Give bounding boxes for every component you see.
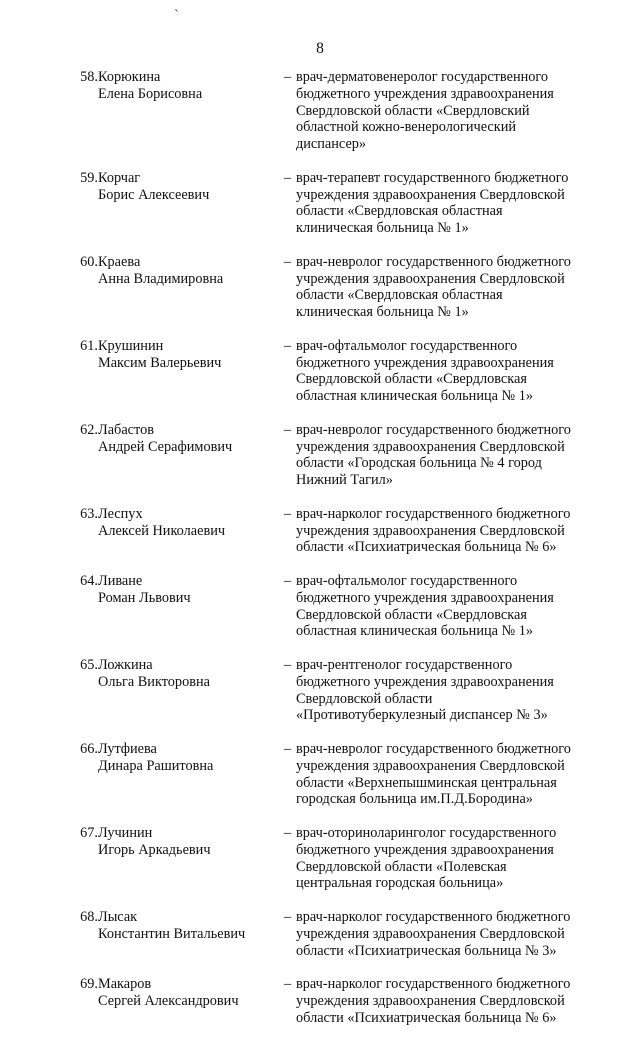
position-description-line: Свердловской области «Свердловская bbox=[296, 371, 527, 388]
list-item bbox=[0, 422, 640, 506]
entry-number: 63. bbox=[80, 505, 98, 522]
person-name bbox=[98, 976, 278, 1010]
list-item bbox=[0, 741, 640, 825]
position-description-line: врач-нарколог государственного бюджетного bbox=[296, 976, 571, 993]
position-description-line: врач-оториноларинголог государственного bbox=[296, 824, 557, 841]
entry-number: 61. bbox=[80, 337, 98, 354]
position-description bbox=[296, 254, 596, 321]
list-item bbox=[0, 170, 640, 254]
position-description-line: врач-дерматовенеролог государственного bbox=[296, 69, 549, 85]
list-item bbox=[0, 976, 640, 1043]
person-name-line: Лабастов bbox=[98, 421, 154, 438]
position-description-line: диспансер» bbox=[296, 136, 367, 153]
scan-mark: ` bbox=[174, 8, 179, 23]
position-description-line: Свердловской области «Свердловский bbox=[296, 102, 530, 119]
person-name-line: Ольга Викторовна bbox=[98, 673, 210, 690]
person-name bbox=[98, 170, 278, 204]
dash-separator: – bbox=[284, 656, 292, 673]
position-description-line: бюджетного учреждения здравоохранения bbox=[296, 589, 554, 606]
position-description-line: области «Городская больница № 4 город bbox=[296, 455, 542, 472]
dash-separator: – bbox=[284, 169, 292, 186]
position-description-line: Нижний Тагил» bbox=[296, 472, 393, 489]
position-description-line: центральная городская больница» bbox=[296, 875, 504, 892]
dash-separator: – bbox=[284, 824, 292, 841]
dash-separator: – bbox=[284, 69, 292, 85]
entry-number: 64. bbox=[80, 572, 98, 589]
position-description bbox=[296, 338, 596, 405]
position-description-line: врач-нарколог государственного бюджетного bbox=[296, 505, 571, 522]
entry-number: 65. bbox=[80, 656, 98, 673]
position-description-line: области «Психиатрическая больница № 3» bbox=[296, 942, 557, 959]
person-name bbox=[98, 254, 278, 288]
position-description-line: учреждения здравоохранения Свердловской bbox=[296, 522, 565, 539]
position-description bbox=[296, 506, 596, 556]
person-name bbox=[98, 825, 278, 859]
page-number: 8 bbox=[316, 40, 324, 57]
person-name bbox=[98, 422, 278, 456]
person-name bbox=[98, 506, 278, 540]
person-name-line: Константин Витальевич bbox=[98, 925, 246, 942]
position-description-line: области «Верхнепышминская центральная bbox=[296, 774, 557, 791]
entry-number: 58. bbox=[80, 69, 98, 85]
person-name bbox=[98, 573, 278, 607]
person-name-line: Лысак bbox=[98, 908, 138, 925]
person-name-line: Корюкина bbox=[98, 69, 161, 85]
person-name-line: Максим Валерьевич bbox=[98, 354, 222, 371]
position-description-line: учреждения здравоохранения Свердловской bbox=[296, 757, 565, 774]
person-name bbox=[98, 69, 278, 103]
person-name-line: Леспух bbox=[98, 505, 143, 522]
dash-separator: – bbox=[284, 976, 292, 993]
position-description-line: области «Психиатрическая больница № 6» bbox=[296, 1009, 557, 1026]
person-name bbox=[98, 338, 278, 372]
dash-separator: – bbox=[284, 421, 292, 438]
list-item bbox=[0, 657, 640, 741]
position-description-line: учреждения здравоохранения Свердловской bbox=[296, 438, 565, 455]
position-description-line: бюджетного учреждения здравоохранения bbox=[296, 85, 554, 102]
position-description bbox=[296, 69, 596, 153]
dash-separator: – bbox=[284, 740, 292, 757]
position-description-line: Свердловской области bbox=[296, 690, 433, 707]
person-name-line: Макаров bbox=[98, 976, 152, 993]
position-description bbox=[296, 657, 596, 724]
entry-number: 69. bbox=[80, 976, 98, 993]
position-description-line: врач-невролог государственного бюджетного bbox=[296, 740, 571, 757]
position-description-line: области «Свердловская областная bbox=[296, 203, 503, 220]
position-description-line: врач-офтальмолог государственного bbox=[296, 337, 518, 354]
position-description-line: областной кожно-венерологический bbox=[296, 119, 517, 136]
person-name-line: Крушинин bbox=[98, 337, 164, 354]
person-name-line: Елена Борисовна bbox=[98, 85, 203, 102]
position-description bbox=[296, 825, 596, 892]
position-description-line: области «Психиатрическая больница № 6» bbox=[296, 539, 557, 556]
position-description-line: городская больница им.П.Д.Бородина» bbox=[296, 791, 533, 808]
entry-number: 62. bbox=[80, 421, 98, 438]
position-description-line: врач-терапевт государственного бюджетного bbox=[296, 169, 569, 186]
dash-separator: – bbox=[284, 337, 292, 354]
position-description-line: областная клиническая больница № 1» bbox=[296, 623, 534, 640]
dash-separator: – bbox=[284, 253, 292, 270]
position-description-line: Свердловской области «Полевская bbox=[296, 858, 507, 875]
position-description-line: «Противотуберкулезный диспансер № 3» bbox=[296, 707, 548, 724]
position-description bbox=[296, 573, 596, 640]
person-name-line: Сергей Александрович bbox=[98, 992, 239, 1009]
entry-number: 60. bbox=[80, 253, 98, 270]
position-description-line: бюджетного учреждения здравоохранения bbox=[296, 673, 554, 690]
position-description-line: учреждения здравоохранения Свердловской bbox=[296, 992, 565, 1009]
dash-separator: – bbox=[284, 908, 292, 925]
entry-number: 66. bbox=[80, 740, 98, 757]
dash-separator: – bbox=[284, 572, 292, 589]
person-name-line: Краева bbox=[98, 253, 141, 270]
position-description bbox=[296, 741, 596, 808]
position-description-line: областная клиническая больница № 1» bbox=[296, 388, 534, 405]
position-description-line: клиническая больница № 1» bbox=[296, 220, 469, 237]
person-name-line: Ливане bbox=[98, 572, 143, 589]
person-name-line: Андрей Серафимович bbox=[98, 438, 233, 455]
position-description-line: бюджетного учреждения здравоохранения bbox=[296, 841, 554, 858]
list-item bbox=[0, 573, 640, 657]
position-description-line: бюджетного учреждения здравоохранения bbox=[296, 354, 554, 371]
list-item bbox=[0, 69, 640, 170]
position-description-line: клиническая больница № 1» bbox=[296, 304, 469, 321]
person-name-line: Лутфиева bbox=[98, 740, 157, 757]
position-description-line: врач-нарколог государственного бюджетного bbox=[296, 908, 571, 925]
position-description-line: учреждения здравоохранения Свердловской bbox=[296, 186, 565, 203]
entry-number: 67. bbox=[80, 824, 98, 841]
position-description-line: врач-невролог государственного бюджетного bbox=[296, 421, 571, 438]
position-description-line: врач-рентгенолог государственного bbox=[296, 656, 513, 673]
position-description bbox=[296, 422, 596, 489]
position-description bbox=[296, 170, 596, 237]
position-description-line: учреждения здравоохранения Свердловской bbox=[296, 270, 565, 287]
person-name-line: Роман Львович bbox=[98, 589, 191, 606]
person-name-line: Алексей Николаевич bbox=[98, 522, 226, 539]
person-name-line: Ложкина bbox=[98, 656, 153, 673]
person-name-line: Корчаг bbox=[98, 169, 141, 186]
position-description-line: учреждения здравоохранения Свердловской bbox=[296, 925, 565, 942]
entry-number: 68. bbox=[80, 908, 98, 925]
position-description-line: врач-невролог государственного бюджетного bbox=[296, 253, 571, 270]
entry-list bbox=[0, 69, 640, 1043]
list-item bbox=[0, 506, 640, 573]
position-description-line: врач-офтальмолог государственного bbox=[296, 572, 518, 589]
person-name-line: Анна Владимировна bbox=[98, 270, 224, 287]
person-name bbox=[98, 741, 278, 775]
person-name-line: Борис Алексеевич bbox=[98, 186, 210, 203]
person-name-line: Лучинин bbox=[98, 824, 153, 841]
list-item bbox=[0, 909, 640, 976]
person-name-line: Игорь Аркадьевич bbox=[98, 841, 211, 858]
position-description bbox=[296, 976, 596, 1026]
person-name bbox=[98, 657, 278, 691]
list-item bbox=[0, 254, 640, 338]
list-item bbox=[0, 338, 640, 422]
person-name bbox=[98, 909, 278, 943]
position-description bbox=[296, 909, 596, 959]
dash-separator: – bbox=[284, 505, 292, 522]
position-description-line: Свердловской области «Свердловская bbox=[296, 606, 527, 623]
entry-number: 59. bbox=[80, 169, 98, 186]
position-description-line: области «Свердловская областная bbox=[296, 287, 503, 304]
person-name-line: Динара Рашитовна bbox=[98, 757, 214, 774]
list-item bbox=[0, 825, 640, 909]
